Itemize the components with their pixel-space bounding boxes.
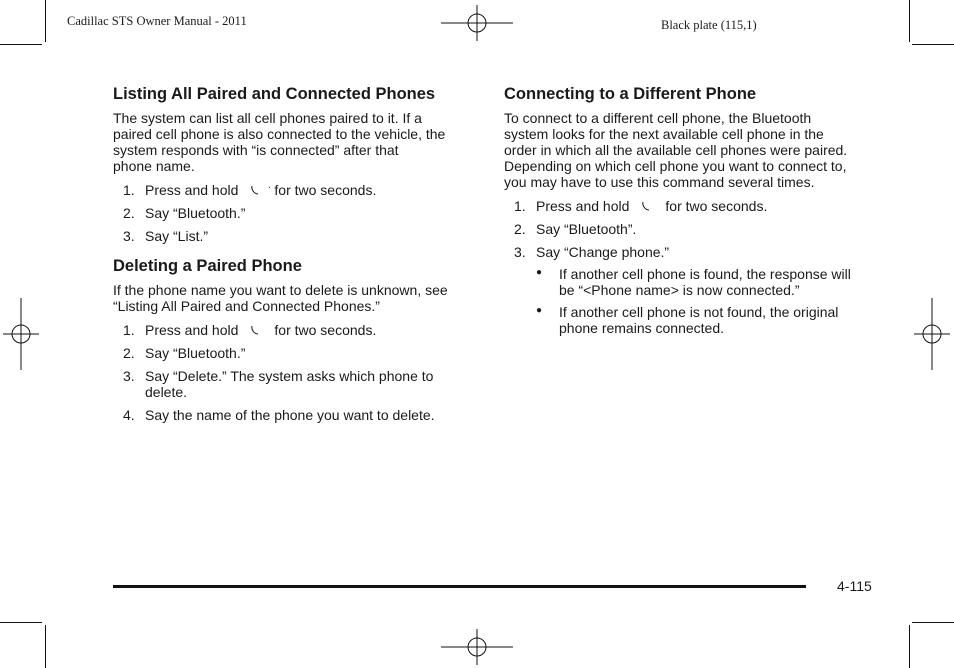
crop-mark xyxy=(909,625,910,668)
bullet-line: phone remains connected. xyxy=(559,320,724,336)
step-number: 1. xyxy=(123,322,135,338)
step-text xyxy=(145,368,469,400)
plate-label: Black plate (115,1) xyxy=(661,18,757,32)
section-title: Deleting a Paired Phone xyxy=(113,257,302,275)
section-body xyxy=(504,110,868,190)
registration-target xyxy=(3,298,39,370)
step-text: Say “Change phone.” xyxy=(536,244,670,260)
list-item xyxy=(113,407,469,423)
crop-mark xyxy=(912,622,954,623)
section-body xyxy=(113,282,469,314)
list-item xyxy=(113,322,469,338)
body-line: “Listing All Paired and Connected Phones.” xyxy=(113,298,380,314)
footer-rule xyxy=(113,585,806,588)
bullet-icon: ● xyxy=(536,305,543,316)
body-line: phone name. xyxy=(113,158,195,174)
list-item xyxy=(536,304,868,336)
section-title: Listing All Paired and Connected Phones xyxy=(113,85,436,103)
list-item xyxy=(536,266,868,298)
registration-target xyxy=(441,5,513,41)
bullet-text xyxy=(559,266,851,298)
step-number: 4. xyxy=(123,407,135,423)
step-number: 2. xyxy=(123,205,135,221)
section-title: Connecting to a Different Phone xyxy=(504,85,757,103)
step-text-post: for two seconds. xyxy=(665,198,768,214)
step-text-post: for two seconds. xyxy=(274,322,377,338)
bullet-icon: ● xyxy=(536,267,543,278)
list-item xyxy=(113,228,469,244)
step-number: 3. xyxy=(123,228,135,244)
bullet-text xyxy=(559,304,838,336)
body-line: order in which all the available cell phones were paired. xyxy=(504,142,848,158)
step-line: Say “Delete.” The system asks which phone to xyxy=(145,368,434,384)
list-item xyxy=(113,205,469,221)
step-text xyxy=(145,322,469,338)
manual-title: Cadillac STS Owner Manual - 2011 xyxy=(67,14,247,28)
steps-list xyxy=(113,182,469,244)
registration-target xyxy=(441,629,513,665)
left-column xyxy=(113,84,469,430)
body-line: Depending on which cell phone you want to connect to, xyxy=(504,158,847,174)
crop-mark xyxy=(909,0,910,42)
step-text: Say “Bluetooth”. xyxy=(536,221,637,237)
registration-target xyxy=(914,298,950,370)
body-line: system looks for the next available cell phone in the xyxy=(504,126,824,142)
body-line: If the phone name you want to delete is unknown, see xyxy=(113,282,448,298)
bullet-list xyxy=(504,266,868,336)
phone-voice-icon xyxy=(242,323,270,337)
phone-voice-icon xyxy=(633,199,661,213)
steps-list xyxy=(113,322,469,423)
step-text: Say the name of the phone you want to delete. xyxy=(145,407,435,423)
crop-mark xyxy=(45,0,46,42)
step-number: 1. xyxy=(123,182,135,198)
body-line: To connect to a different cell phone, the Bluetooth xyxy=(504,110,812,126)
step-text-post: for two seconds. xyxy=(274,182,377,198)
step-number: 1. xyxy=(514,198,526,214)
list-item xyxy=(113,345,469,361)
bullet-line: be “<Phone name> is now connected.” xyxy=(559,282,800,298)
step-text-pre: Press and hold xyxy=(536,198,630,214)
steps-list xyxy=(504,198,868,260)
crop-mark xyxy=(45,625,46,668)
page-number: 4-115 xyxy=(837,578,872,594)
body-line: system responds with “is connected” after that xyxy=(113,142,399,158)
body-line: you may have to use this command several times. xyxy=(504,174,815,190)
step-text xyxy=(536,198,868,214)
crop-mark xyxy=(0,622,42,623)
step-number: 3. xyxy=(123,368,135,384)
bullet-line: If another cell phone is found, the response will xyxy=(559,266,851,282)
list-item xyxy=(504,221,868,237)
right-column xyxy=(504,84,868,342)
crop-mark xyxy=(0,44,42,45)
list-item xyxy=(504,198,868,214)
crop-mark xyxy=(912,44,954,45)
step-number: 2. xyxy=(123,345,135,361)
step-text-pre: Press and hold xyxy=(145,322,239,338)
step-line: delete. xyxy=(145,384,188,400)
step-text: Say “Bluetooth.” xyxy=(145,205,246,221)
step-text: Say “List.” xyxy=(145,228,209,244)
body-line: The system can list all cell phones paired to it. If a xyxy=(113,110,422,126)
body-line: paired cell phone is also connected to the vehicle, the xyxy=(113,126,446,142)
step-number: 3. xyxy=(514,244,526,260)
step-text: Say “Bluetooth.” xyxy=(145,345,246,361)
phone-voice-icon xyxy=(242,183,270,197)
step-number: 2. xyxy=(514,221,526,237)
section-body xyxy=(113,110,469,174)
bullet-line: If another cell phone is not found, the original xyxy=(559,304,839,320)
list-item xyxy=(504,244,868,260)
step-text xyxy=(145,182,469,198)
step-text-pre: Press and hold xyxy=(145,182,239,198)
list-item xyxy=(113,182,469,198)
list-item xyxy=(113,368,469,400)
